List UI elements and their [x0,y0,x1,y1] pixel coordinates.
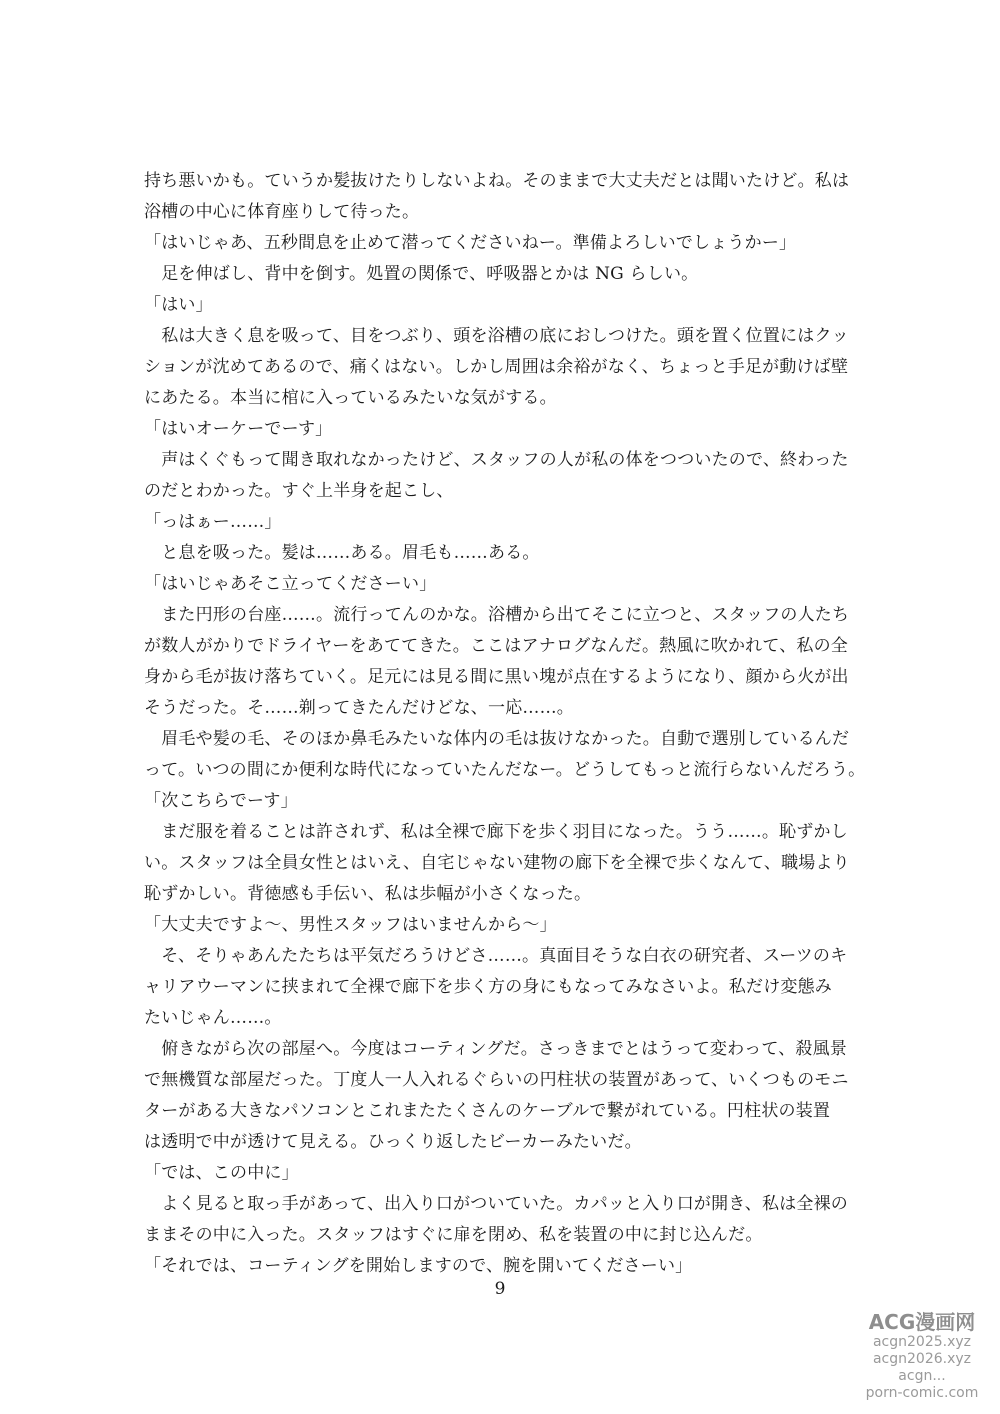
text-line: 私は大きく息を吸って、目をつぶり、頭を浴槽の底におしつけた。頭を置く位置にはクッ [144,326,849,346]
text-line: は透明で中が透けて見える。ひっくり返したビーカーみたいだ。 [144,1132,642,1152]
text-line: ションが沈めてあるので、痛くはない。しかし周囲は余裕がなく、ちょっと手足が動けば壁 [144,357,849,377]
watermark-line: porn-comic.com [865,1385,979,1401]
text-line: のだとわかった。すぐ上半身を起こし、 [144,481,454,501]
text-line: にあたる。本当に棺に入っているみたいな気がする。 [144,388,557,408]
text-line: で無機質な部屋だった。丁度人一人入れるぐらいの円柱状の装置があって、いくつものモニ [144,1070,849,1090]
watermark-title: ACG漫画网 [868,1310,976,1334]
text-line: 「大丈夫ですよ～、男性スタッフはいませんから～」 [144,915,557,935]
text-line: い。スタッフは全員女性とはいえ、自宅じゃない建物の廊下を全裸で歩くなんて、職場より [144,853,850,873]
text-line: 「次こちらでーす」 [144,791,298,811]
text-line: 「っはぁー……」 [144,512,282,532]
text-line: ターがある大きなパソコンとこれまたたくさんのケーブルで繋がれている。円柱状の装置 [144,1101,831,1121]
page-number: 9 [494,1279,506,1299]
text-line: 「はい」 [144,295,213,315]
text-line: 「はいじゃあそこ立ってくださーい」 [144,574,437,594]
text-line: よく見ると取っ手があって、出入り口がついていた。カパッと入り口が開き、私は全裸の [144,1194,849,1214]
watermark [858,1310,986,1402]
text-line: 身から毛が抜け落ちていく。足元には見る間に黒い塊が点在するようになり、顔から火が出 [144,667,849,687]
text-line: 俯きながら次の部屋へ。今度はコーティングだ。さっきまでとはうって変わって、殺風景 [144,1039,847,1059]
text-line: 持ち悪いかも。ていうか髪抜けたりしないよね。そのままで大丈夫だとは聞いたけど。私は [144,171,850,191]
text-line: 「はいオーケーでーす」 [144,419,333,439]
text-line: 足を伸ばし、背中を倒す。処置の関係で、呼吸器とかは NG らしい。 [144,264,699,284]
text-line: たいじゃん……。 [144,1008,282,1028]
text-line: って。いつの間にか便利な時代になっていたんだなー。どうしてもっと流行らないんだろう。 [144,760,866,780]
watermark-line: acgn2026.xyz [872,1351,972,1367]
watermark-line: acgn2025.xyz [872,1334,972,1350]
text-line: が数人がかりでドライヤーをあててきた。ここはアナログなんだ。熱風に吹かれて、私の全 [144,636,849,656]
text-line: 「では、この中に」 [144,1163,299,1183]
text-line: ャリアウーマンに挟まれて全裸で廊下を歩く方の身にもなってみなさいよ。私だけ変態み [144,977,832,997]
text-line: 「はいじゃあ、五秒間息を止めて潜ってくださいねー。準備よろしいでしょうかー」 [144,233,797,253]
text-line: 恥ずかしい。背徳感も手伝い、私は歩幅が小さくなった。 [144,884,592,904]
text-line: 眉毛や髪の毛、そのほか鼻毛みたいな体内の毛は抜けなかった。自動で選別しているんだ [144,729,850,749]
text-line: 声はくぐもって聞き取れなかったけど、スタッフの人が私の体をつついたので、終わった [144,450,849,470]
watermark-line: acgn... [898,1368,946,1384]
text-line: まだ服を着ることは許されず、私は全裸で廊下を歩く羽目になった。うう……。恥ずかし [144,822,848,842]
text-line: 「それでは、コーティングを開始しますので、腕を開いてくださーい」 [144,1256,693,1276]
body-text [144,166,864,1282]
text-line: また円形の台座……。流行ってんのかな。浴槽から出てそこに立つと、スタッフの人たち [144,605,850,625]
text-line: そうだった。そ……剃ってきたんだけどな、一応……。 [144,698,574,718]
text-line: 浴槽の中心に体育座りして待った。 [144,202,420,222]
text-line: と息を吸った。髪は……ある。眉毛も……ある。 [144,543,540,563]
text-line: そ、そりゃあんたたちは平気だろうけどさ……。真面目そうな白衣の研究者、スーツのキ [144,946,848,966]
text-line: ままその中に入った。スタッフはすぐに扉を閉め、私を装置の中に封じ込んだ。 [144,1225,763,1245]
